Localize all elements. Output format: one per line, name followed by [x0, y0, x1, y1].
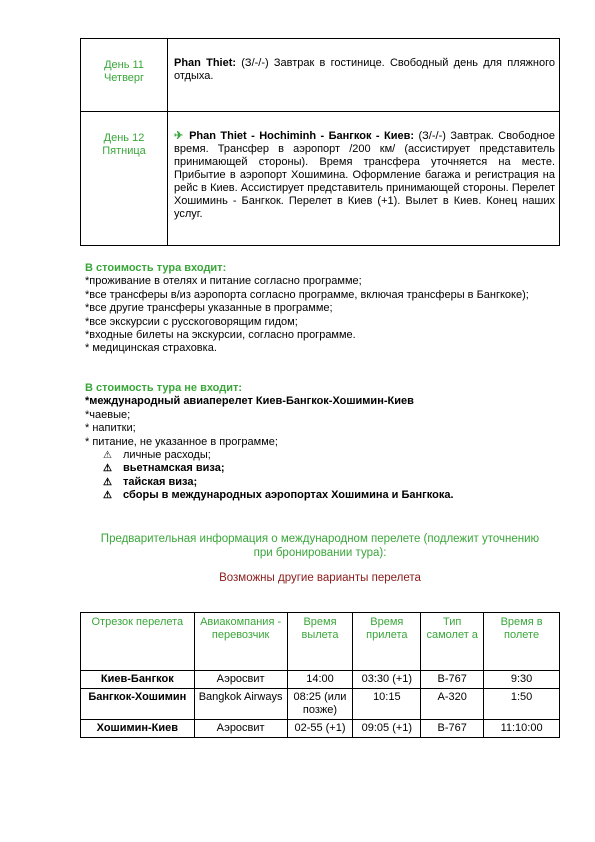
not-included-heading: В стоимость тура не входит:: [85, 382, 243, 394]
bullet-item: [101, 462, 555, 475]
table-row: [81, 720, 560, 738]
table-cell: 1:50: [484, 689, 560, 720]
included-item: *входные билеты на экскурсии, согласно программе.: [85, 329, 356, 342]
table-cell: В-767: [421, 671, 484, 689]
table-row: [81, 671, 560, 689]
included-heading: В стоимость тура входит:: [85, 262, 227, 274]
column-header: Тип самолет а: [421, 613, 484, 671]
not-included-item: *международный авиаперелет Киев-Бангкок-Хошимин-Киев: [85, 395, 414, 408]
flights-table: [80, 612, 560, 738]
plane-icon: ✈: [174, 130, 185, 142]
flight-info-title: [80, 532, 560, 560]
column-header: Авиакомпания - перевозчик: [194, 613, 287, 671]
route-label: Phan Thiet - Hochiminh - Бангкок - Киев:: [189, 130, 415, 142]
itinerary-row: [81, 112, 560, 246]
column-header: Время вылета: [287, 613, 353, 671]
not-included-item: * напитки;: [85, 422, 136, 435]
bullet-text: личные расходы;: [123, 449, 211, 462]
table-cell: Аэросвит: [194, 671, 287, 689]
flight-info-title-line: при бронировании тура):: [253, 547, 387, 559]
weekday-label: Пятница: [102, 145, 146, 157]
column-header: Время в полете: [484, 613, 560, 671]
included-item: *все другие трансферы указанные в программе;: [85, 302, 333, 315]
bullet-text: тайская виза;: [123, 475, 198, 488]
table-cell: 9:30: [484, 671, 560, 689]
day-label: День 11: [104, 59, 144, 71]
bullet-item: [101, 449, 555, 462]
not-included-item: *чаевые;: [85, 408, 131, 421]
flight-options-note: Возможны другие варианты перелета: [219, 572, 421, 584]
table-cell: 03:30 (+1): [353, 671, 421, 689]
table-cell: Bangkok Airways: [194, 689, 287, 720]
flight-info-title-line: Предварительная информация о международном перелете (подлежит уточнению: [100, 533, 540, 545]
included-item: *проживание в отелях и питание согласно программе;: [85, 275, 362, 288]
bullet-item: [101, 476, 555, 489]
triangle-bullet-icon: ⚠: [103, 490, 112, 502]
triangle-bullet-icon: ⚠: [103, 463, 112, 475]
table-row: [81, 689, 560, 720]
flights-header-row: [81, 613, 560, 671]
table-cell: Бангкок-Хошимин: [81, 689, 195, 720]
included-item: * медицинская страховка.: [85, 342, 217, 355]
not-included-item: * питание, не указанное в программе;: [85, 435, 278, 448]
itinerary-table: [80, 38, 560, 246]
day-cell: [81, 112, 168, 246]
table-cell: Хошимин-Киев: [81, 720, 195, 738]
day-text: (З/-/-) Завтрак. Свободное время. Трансфер в аэропорт /200 км/ (ассистирует представитель принимающей стороны). Время трансфера уточняется на месте. Прибытие в аэропорт Хошимина. Оформление багажа и регистрация на рейс в Киев. Ассистирует представитель принимающей стороны. Перелет Хошиминь - Бангкок. Перелет в Киев (+1). Вылет в Киев. Конец наших услуг.: [174, 130, 555, 220]
day-description: [168, 112, 560, 246]
table-cell: 11:10:00: [484, 720, 560, 738]
column-header: Время прилета: [353, 613, 421, 671]
triangle-bullet-icon: ⚠: [103, 450, 112, 462]
included-item: *все трансферы в/из аэропорта согласно программе, включая трансферы в Бангкоке);: [85, 288, 529, 301]
route-label: Phan Thiet:: [174, 57, 237, 69]
included-item: *все экскурсии с русскоговорящим гидом;: [85, 315, 298, 328]
table-cell: В-767: [421, 720, 484, 738]
day-description: [168, 39, 560, 112]
table-cell: Киев-Бангкок: [81, 671, 195, 689]
day-cell: [81, 39, 168, 112]
table-cell: 02-55 (+1): [287, 720, 353, 738]
triangle-bullet-icon: ⚠: [103, 476, 112, 488]
table-cell: 10:15: [353, 689, 421, 720]
bullet-text: сборы в международных аэропортах Хошимина и Бангкока.: [123, 489, 454, 502]
table-cell: 09:05 (+1): [353, 720, 421, 738]
not-included-bullets: [101, 449, 555, 503]
included-section: [85, 262, 555, 356]
weekday-label: Четверг: [103, 72, 145, 84]
table-cell: А-320: [421, 689, 484, 720]
day-text: (З/-/-) Завтрак в гостинице. Свободный день для пляжного отдыха.: [174, 57, 555, 82]
itinerary-row: [81, 39, 560, 112]
not-included-section: [85, 382, 555, 503]
table-cell: 08:25 (или позже): [287, 689, 353, 720]
bullet-item: [101, 489, 555, 502]
table-cell: 14:00: [287, 671, 353, 689]
bullet-text: вьетнамская виза;: [123, 462, 225, 475]
table-cell: Аэросвит: [194, 720, 287, 738]
day-label: День 12: [103, 132, 145, 144]
column-header: Отрезок перелета: [81, 613, 195, 671]
